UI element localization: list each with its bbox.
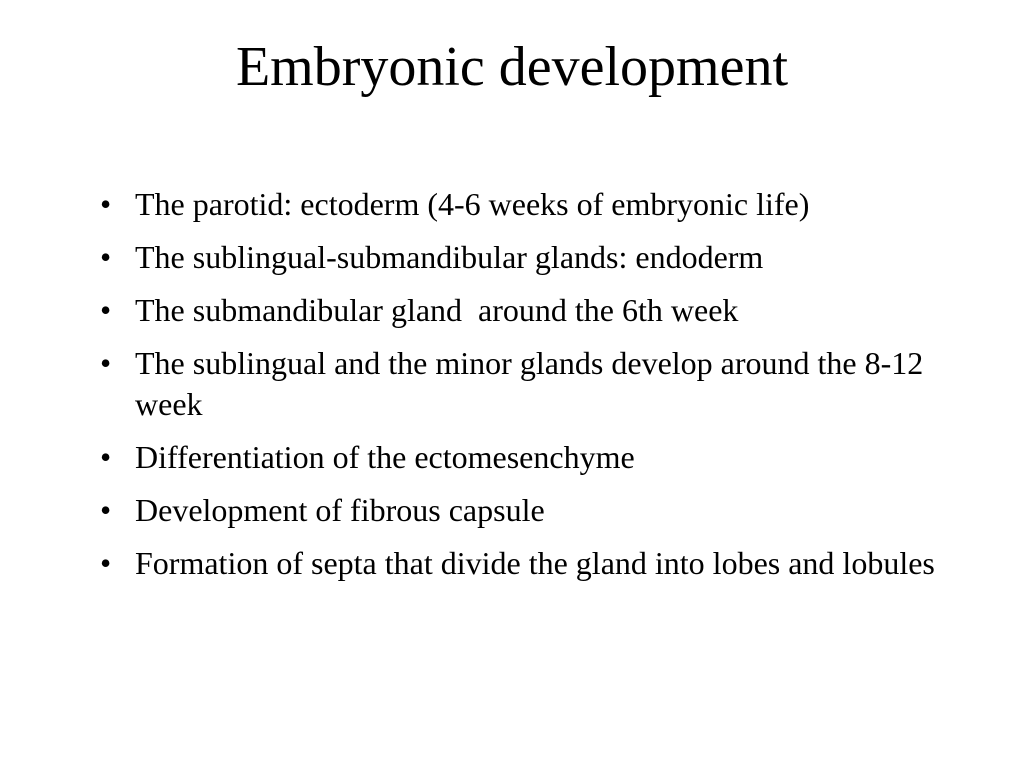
bullet-dot-icon: • xyxy=(100,439,112,475)
bullet-dot-icon: • xyxy=(100,545,112,581)
bullet-list xyxy=(94,184,954,596)
bullet-dot-icon: • xyxy=(100,239,112,275)
bullet-text: The sublingual and the minor glands develop around the 8-12 week xyxy=(135,345,924,422)
bullet-text: Development of fibrous capsule xyxy=(135,492,545,528)
bullet-item xyxy=(94,343,954,425)
bullet-item xyxy=(94,543,954,584)
bullet-dot-icon: • xyxy=(100,492,112,528)
bullet-item xyxy=(94,237,954,278)
slide-title: Embryonic development xyxy=(235,36,789,98)
bullet-text: The sublingual-submandibular glands: endoderm xyxy=(135,239,764,275)
bullet-dot-icon: • xyxy=(100,345,112,381)
bullet-item xyxy=(94,290,954,331)
bullet-item xyxy=(94,184,954,225)
bullet-text: The submandibular gland around the 6th week xyxy=(135,292,739,328)
bullet-item xyxy=(94,437,954,478)
bullet-item xyxy=(94,490,954,531)
bullet-dot-icon: • xyxy=(100,186,112,222)
bullet-text: Differentiation of the ectomesenchyme xyxy=(135,439,635,475)
bullet-text: The parotid: ectoderm (4-6 weeks of embryonic life) xyxy=(135,186,810,222)
bullet-text: Formation of septa that divide the gland into lobes and lobules xyxy=(135,545,935,581)
bullet-dot-icon: • xyxy=(100,292,112,328)
